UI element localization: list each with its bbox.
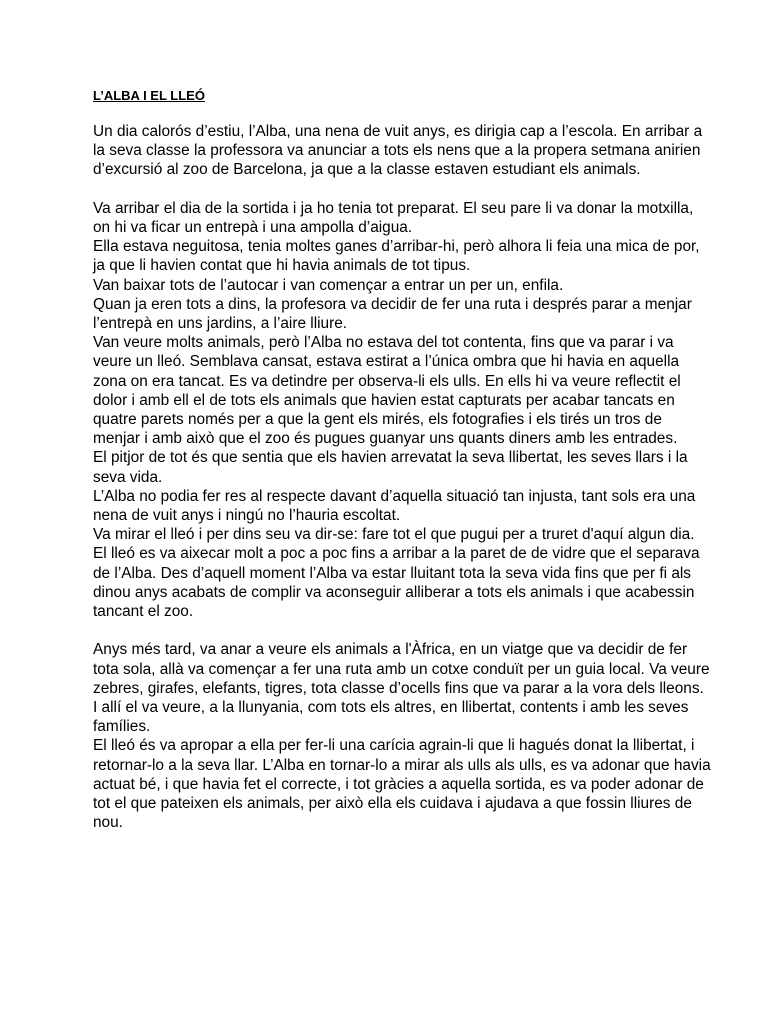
paragraph: Van baixar tots de l’autocar i van començar a entrar un per un, enfila. (93, 276, 564, 294)
paragraph: El pitjor de tot és que sentia que els havien arrevatat la seva llibertat, les seves llars i la seva vida. (93, 449, 688, 486)
paragraph: El lleó és va apropar a ella per fer-li una carícia agrain-li que li hagués donat la llibertat, i retornar-lo a la seva llar. L’Alba en tornar-lo a mirar als ulls als ulls, es va adonar que havia actuat bé, i que havia fet el correcte, i tot gràcies a aquella sortida, es va poder adonar de tot el que pateixen els animals, per això ella els cuidava i ajudava a que fossin lliures de nou. (93, 737, 711, 832)
paragraph: L’Alba no podia fer res al respecte davant d’aquella situació tan injusta, tant sols era una nena de vuit anys i ningú no l’hauria escoltat. (93, 487, 696, 525)
paragraph: Quan ja eren tots a dins, la profesora va decidir de fer una ruta i després parar a menjar l’entrepà en uns jardins, a l’aire lliure. (93, 295, 692, 333)
paragraph: Un dia calorós d’estiu, l’Alba, una nena de vuit anys, es dirigia cap a l’escola. En arribar a la seva classe la professora va anunciar a tots els nens que a la propera setmana anirien d’excursió al zoo de Barcelona, ja que a la classe estaven estudiant els animals. (93, 123, 703, 179)
paragraph-spacer (93, 180, 713, 199)
document-page (93, 86, 713, 832)
paragraph-spacer (93, 621, 713, 640)
paragraph: I allí el va veure, a la llunyania, com tots els altres, en llibertat, contents i amb les seves famílies. (93, 699, 689, 736)
paragraph: Anys més tard, va anar a veure els animals a l'Àfrica, en un viatge que va decidir de fer tota sola, allà va començar a fer una ruta amb un cotxe conduït per un guia local. Va veure zebres, girafes, elefants, tigres, tota classe d’ocells fins que va parar a la vora dels lleons. (93, 641, 710, 697)
block-2 (93, 199, 713, 621)
paragraph: Ella estava neguitosa, tenia moltes ganes d’arribar-hi, però alhora li feia una mica de por, ja que li havien contat que hi havia animals de tot tipus. (93, 238, 700, 275)
paragraph: Va arribar el dia de la sortida i ja ho tenia tot preparat. El seu pare li va donar la motxilla, on hi va ficar un entrepà i una ampolla d’aigua. (93, 199, 694, 236)
paragraph: Va mirar el lleó i per dins seu va dir-se: fare tot el que pugui per a truret d'aquí algun dia. (93, 526, 695, 544)
document-title: L’ALBA I EL LLEÓ (93, 88, 205, 103)
block-3 (93, 640, 713, 832)
block-1 (93, 122, 713, 180)
paragraph: Van veure molts animals, però l’Alba no estava del tot contenta, fins que va parar i va veure un lleó. Semblava cansat, estava estirat a l’única ombra que hi havia en aquella zona on era tancat. Es va detindre per observa-li els ulls. En ells hi va veure reflectit el dolor i amb ell el de tots els animals que havien estat capturats per acabar tancats en quatre parets només per a que la gent els mirés, els fotografies i els tirés un tros de menjar i amb això que el zoo és pugues guanyar uns quants diners amb les entrades. (93, 334, 681, 448)
paragraph: El lleó es va aixecar molt a poc a poc fins a arribar a la paret de de vidre que el separava de l’Alba. Des d’aquell moment l’Alba va estar lluitant tota la seva vida fins que per fi als dinou anys acabats de complir va aconseguir alliberar a tots els animals i que acabessin tancant el zoo. (93, 545, 700, 621)
